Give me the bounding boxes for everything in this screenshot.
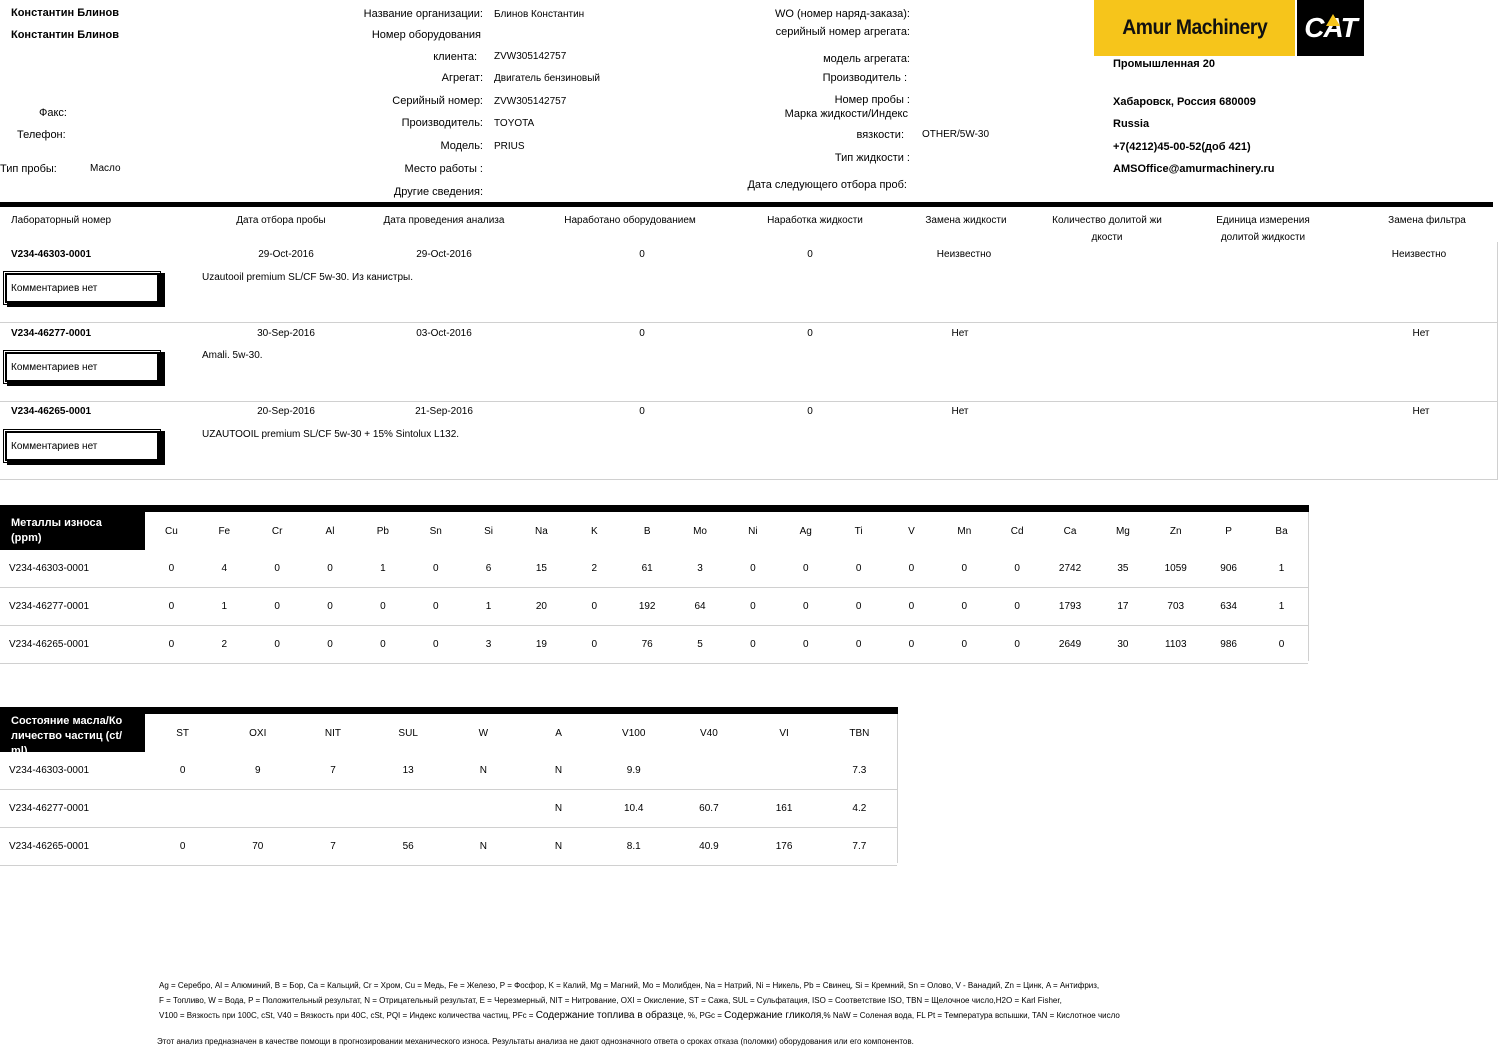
wear-metals-cell: 0 — [568, 626, 621, 664]
oil-condition-cell: N — [446, 828, 521, 866]
col-analysis-date: Дата проведения анализа — [383, 215, 505, 226]
row-divider — [0, 479, 1498, 480]
wear-metals-title-line: Металлы износа — [11, 517, 102, 529]
oil-condition-cell — [145, 790, 220, 828]
wo-label: WO (номер наряд-заказа): — [774, 8, 910, 20]
wear-metals-cell: 0 — [145, 550, 198, 588]
equip-hours: 0 — [639, 328, 645, 339]
oil-condition-header-row — [0, 714, 897, 752]
dealer-address-2: Хабаровск, Россия 680009 — [1113, 96, 1256, 108]
wear-metals-cell: 0 — [779, 588, 832, 626]
wear-metals-cell: 0 — [251, 588, 304, 626]
oil-condition-lab-no: V234-46277-0001 — [0, 790, 145, 828]
wear-metals-cell: 1059 — [1149, 550, 1202, 588]
oil-condition-col-header: TBN — [849, 727, 870, 739]
oil-condition-cell — [220, 790, 295, 828]
wear-metals-cell: 0 — [145, 626, 198, 664]
wear-metals-col-header: K — [590, 525, 598, 537]
oil-condition-cell: 176 — [747, 828, 822, 866]
dealer-address-1: Промышленная 20 — [1113, 58, 1215, 70]
wear-metals-cell: 0 — [726, 626, 779, 664]
wear-metals-cell: 0 — [726, 550, 779, 588]
wear-metals-col-header: Cr — [271, 525, 283, 537]
wear-metals-col-header: Na — [535, 525, 548, 537]
oil-condition-col-header: ST — [176, 727, 189, 739]
table-row — [0, 790, 897, 828]
equip-hours: 0 — [639, 249, 645, 260]
fluid-hours: 0 — [807, 406, 813, 417]
wear-metals-col-header: Zn — [1169, 525, 1182, 537]
wear-metals-cell: 0 — [938, 550, 991, 588]
wear-metals-cell: 0 — [356, 626, 409, 664]
cat-triangle-icon — [1326, 14, 1340, 26]
oil-condition-col-header: VI — [779, 727, 789, 739]
wear-metals-col-header: Mg — [1115, 525, 1130, 537]
dealer-email: AMSOffice@amurmachinery.ru — [1113, 163, 1275, 175]
oil-condition-cell: N — [521, 752, 596, 790]
wear-metals-cell: 0 — [885, 588, 938, 626]
wear-metals-lab-no: V234-46265-0001 — [0, 626, 145, 664]
wear-metals-cell: 1 — [356, 550, 409, 588]
wear-metals-cell: 0 — [568, 588, 621, 626]
wear-metals-cell: 0 — [938, 588, 991, 626]
wear-metals-col-header: Cd — [1010, 525, 1024, 537]
wear-metals-cell: 0 — [832, 588, 885, 626]
table-row — [0, 626, 1308, 664]
wear-metals-col-header: V — [908, 525, 915, 537]
oil-condition-cell: 0 — [145, 828, 220, 866]
sample-date: 30-Sep-2016 — [257, 328, 315, 339]
wear-metals-cell: 0 — [304, 588, 357, 626]
customer-name: Константин Блинов — [11, 7, 119, 19]
wear-metals-lab-no: V234-46277-0001 — [0, 588, 145, 626]
wear-metals-header-row — [0, 512, 1308, 550]
org-label: Название организации: — [363, 8, 483, 20]
wear-metals-col-header: B — [643, 525, 651, 537]
legend-text: , %, PGc = — [683, 1011, 725, 1020]
wear-metals-cell: 0 — [991, 626, 1044, 664]
wear-metals-cell: 703 — [1149, 588, 1202, 626]
wear-metals-cell: 2649 — [1044, 626, 1097, 664]
wear-metals-col-header: Pb — [376, 525, 389, 537]
oil-condition-cell: 7.3 — [822, 752, 897, 790]
dealer-country: Russia — [1113, 118, 1150, 130]
analysis-date: 03-Oct-2016 — [416, 328, 472, 339]
wear-metals-cell: 1793 — [1044, 588, 1097, 626]
col-filter-changed: Замена фильтра — [1388, 215, 1466, 226]
wear-metals-cell: 17 — [1096, 588, 1149, 626]
oil-condition-cell: 7.7 — [822, 828, 897, 866]
sample-note: UZAUTOOIL premium SL/CF 5w-30 + 15% Sintolux L132. — [202, 429, 460, 440]
cat-logo: CAT — [1297, 0, 1364, 56]
oil-condition-lab-no: V234-46303-0001 — [0, 752, 145, 790]
serial-label: Серийный номер: — [392, 95, 483, 107]
oil-condition-col-header: W — [478, 727, 489, 739]
col-topup-unit: Единица измерения — [1216, 215, 1310, 226]
oil-condition-title-line: личество частиц (ct/ — [11, 730, 123, 742]
model-value: PRIUS — [494, 141, 525, 152]
wear-metals-cell: 1103 — [1149, 626, 1202, 664]
client-equipment-label: Номер оборудования — [371, 29, 481, 41]
comment-box — [5, 273, 159, 303]
oil-condition-col-header: A — [555, 727, 562, 739]
unit-label: Агрегат: — [441, 72, 483, 84]
fluid-changed: Неизвестно — [936, 249, 992, 260]
wear-metals-cell: 2742 — [1044, 550, 1097, 588]
col-topup-2: дкости — [1091, 232, 1123, 243]
analysis-date: 21-Sep-2016 — [415, 406, 473, 417]
oil-condition-table — [0, 714, 897, 866]
header-divider — [0, 202, 1493, 207]
wear-metals-cell: 3 — [674, 550, 727, 588]
oil-condition-cell: 70 — [220, 828, 295, 866]
oil-condition-cell — [671, 752, 746, 790]
oil-condition-cell: 13 — [371, 752, 446, 790]
wear-metals-title — [0, 512, 145, 550]
serial-value: ZVW305142757 — [494, 96, 567, 107]
wear-metals-cell: 0 — [409, 550, 462, 588]
oil-condition-cell: 7 — [295, 752, 370, 790]
wear-metals-cell: 0 — [251, 626, 304, 664]
wear-metals-cell: 192 — [621, 588, 674, 626]
comment-box — [5, 431, 159, 461]
wear-metals-cell: 19 — [515, 626, 568, 664]
table-row — [0, 752, 897, 790]
legend-text: V100 = Вязкость при 100С, cSt, V40 = Вязкость при 40С, cSt, PQI = Индекс количества частиц, PFc = — [159, 1011, 536, 1020]
wear-metals-col-header: Ca — [1063, 525, 1077, 537]
manufacturer-value: TOYOTA — [494, 118, 535, 129]
wear-metals-col-header: Ag — [799, 525, 812, 537]
wear-metals-cell: 0 — [145, 588, 198, 626]
sample-type-value: Масло — [90, 163, 121, 174]
oil-condition-col-header: OXI — [249, 727, 267, 739]
comment-text: Комментариев нет — [11, 283, 98, 294]
wear-metals-col-header: Mo — [693, 525, 707, 537]
wear-metals-cell: 4 — [198, 550, 251, 588]
samples-right-border — [1497, 242, 1498, 480]
wear-metals-cell: 35 — [1096, 550, 1149, 588]
oil-condition-cell: N — [521, 790, 596, 828]
oil-condition-cell: 9.9 — [596, 752, 671, 790]
legend-text: Содержание топлива в образце — [535, 1010, 684, 1021]
oil-condition-col-header: V40 — [700, 727, 718, 739]
oil-condition-cell — [446, 790, 521, 828]
amur-machinery-logo: Amur Machinery — [1094, 0, 1295, 56]
legend-text: ,% NaW = Соленая вода, FL Pt = Температура вспышки, TAN = Кислотное число — [821, 1011, 1120, 1020]
comment-text: Комментариев нет — [11, 441, 98, 452]
oil-condition-cell: 8.1 — [596, 828, 671, 866]
legend-line-3 — [159, 1010, 1120, 1021]
sample-lab-no: V234-46265-0001 — [11, 406, 92, 417]
wear-metals-cell: 2 — [198, 626, 251, 664]
wear-metals-cell: 0 — [885, 626, 938, 664]
legend-text: Содержание гликоля — [724, 1010, 822, 1021]
oil-condition-cell — [747, 752, 822, 790]
fax-label: Факс: — [39, 107, 67, 119]
oil-condition-col-header: V100 — [622, 727, 646, 739]
disclaimer: Этот анализ предназначен в качестве помощи в прогнозировании механического износа. Результаты анализа не дают однозначного ответа о сроках отказа (поломки) оборудования или его компонентов. — [157, 1037, 914, 1046]
client-equipment-label-2: клиента: — [433, 51, 477, 63]
wear-metals-cell: 5 — [674, 626, 727, 664]
wear-metals-cell: 1 — [198, 588, 251, 626]
filter-changed: Неизвестно — [1391, 249, 1447, 260]
wear-metals-right-border — [1308, 512, 1309, 661]
fluid-brand-label-2: вязкости: — [856, 129, 904, 141]
oil-condition-title-line: Состояние масла/Ко — [11, 715, 123, 727]
wear-metals-cell: 634 — [1202, 588, 1255, 626]
table-row — [0, 588, 1308, 626]
sample-note: Amali. 5w-30. — [202, 350, 263, 361]
wear-metals-cell: 0 — [409, 626, 462, 664]
oil-condition-cell: 10.4 — [596, 790, 671, 828]
oil-condition-col-header: NIT — [324, 727, 342, 739]
next-sample-label: Дата следующего отбора проб: — [747, 179, 907, 191]
wear-metals-col-header: P — [1225, 525, 1232, 537]
sample-date: 29-Oct-2016 — [258, 249, 314, 260]
oil-condition-col-header: SUL — [398, 727, 418, 739]
fluid-changed: Нет — [951, 406, 969, 417]
wear-metals-cell: 2 — [568, 550, 621, 588]
unit-model-label: модель агрегата: — [823, 53, 910, 65]
comment-text: Комментариев нет — [11, 362, 98, 373]
table-row — [0, 828, 897, 866]
wear-metals-col-header: Sn — [429, 525, 442, 537]
oil-condition-cell: 0 — [145, 752, 220, 790]
fluid-brand-label: Марка жидкости/Индекс — [784, 108, 908, 120]
legend-line-2: F = Топливо, W = Вода, P = Положительный результат, N = Отрицательный результат, E = Черезмерный, NIT = Нитрование, OXI = Окисление, ST = Сажа, SUL = Сульфатация, ISO = Соответствие ISO, TBN = Щелочное число,H2O = Karl Fisher, — [159, 996, 1062, 1005]
wear-metals-cell: 0 — [304, 626, 357, 664]
wear-metals-cell: 0 — [251, 550, 304, 588]
manufacturer-label: Производитель: — [401, 117, 483, 129]
wear-metals-cell: 3 — [462, 626, 515, 664]
client-equipment-value: ZVW305142757 — [494, 51, 567, 62]
equip-hours: 0 — [639, 406, 645, 417]
oil-condition-cell: 4.2 — [822, 790, 897, 828]
row-divider — [0, 401, 1498, 402]
col-sample-date: Дата отбора пробы — [236, 215, 326, 226]
wear-metals-cell: 0 — [304, 550, 357, 588]
wear-metals-cell: 6 — [462, 550, 515, 588]
wear-metals-cell: 0 — [832, 550, 885, 588]
wear-metals-col-header: Ba — [1275, 525, 1288, 537]
sample-lab-no: V234-46277-0001 — [11, 328, 92, 339]
oil-condition-cell: 9 — [220, 752, 295, 790]
wear-metals-col-header: Ti — [854, 525, 863, 537]
col-topup-unit-2: долитой жидкости — [1220, 232, 1306, 243]
wear-metals-cell: 906 — [1202, 550, 1255, 588]
phone-label: Телефон: — [17, 129, 66, 141]
oil-condition-title-line: ml) — [11, 745, 28, 757]
wear-metals-cell: 0 — [991, 550, 1044, 588]
col-equip-hours: Наработано оборудованием — [564, 215, 696, 226]
wear-metals-col-header: Fe — [218, 525, 231, 537]
wear-metals-cell: 20 — [515, 588, 568, 626]
wear-metals-cell: 0 — [938, 626, 991, 664]
comment-box — [5, 352, 159, 382]
customer-contact: Константин Блинов — [11, 29, 119, 41]
fluid-hours: 0 — [807, 328, 813, 339]
wear-metals-lab-no: V234-46303-0001 — [0, 550, 145, 588]
wear-metals-cell: 0 — [409, 588, 462, 626]
filter-changed: Нет — [1412, 406, 1430, 417]
worksite-label: Место работы : — [404, 163, 483, 175]
oil-condition-cell: 60.7 — [671, 790, 746, 828]
wear-metals-cell: 0 — [726, 588, 779, 626]
oil-condition-cell: 161 — [747, 790, 822, 828]
wear-metals-table — [0, 512, 1308, 664]
sample-date: 20-Sep-2016 — [257, 406, 315, 417]
wear-metals-cell: 15 — [515, 550, 568, 588]
analysis-date: 29-Oct-2016 — [416, 249, 472, 260]
wear-metals-cell: 0 — [779, 626, 832, 664]
wear-metals-cell: 0 — [832, 626, 885, 664]
row-divider — [0, 322, 1498, 323]
sample-lab-no: V234-46303-0001 — [11, 249, 92, 260]
wear-metals-top-bar — [0, 505, 1309, 512]
other-info-label: Другие сведения: — [393, 186, 483, 198]
wear-metals-cell: 1 — [462, 588, 515, 626]
wear-metals-cell: 30 — [1096, 626, 1149, 664]
oil-condition-cell: 40.9 — [671, 828, 746, 866]
wear-metals-col-header: Ni — [748, 525, 758, 537]
wear-metals-cell: 986 — [1202, 626, 1255, 664]
wear-metals-col-header: Al — [325, 525, 335, 537]
filter-changed: Нет — [1412, 328, 1430, 339]
sample-type-label: Тип пробы: — [0, 163, 57, 175]
col-fluid-changed: Замена жидкости — [925, 215, 1007, 226]
oil-condition-right-border — [897, 714, 898, 863]
oil-condition-cell: N — [446, 752, 521, 790]
oil-condition-cell: N — [521, 828, 596, 866]
wear-metals-cell: 1 — [1255, 550, 1308, 588]
fluid-hours: 0 — [807, 249, 813, 260]
oil-condition-top-bar — [0, 707, 898, 714]
wear-metals-cell: 76 — [621, 626, 674, 664]
col-lab-no: Лабораторный номер — [11, 215, 112, 226]
col-fluid-hours: Наработка жидкости — [767, 215, 863, 226]
wear-metals-cell: 1 — [1255, 588, 1308, 626]
order-manufacturer-label: Производитель : — [822, 72, 907, 84]
dealer-logo — [1094, 0, 1364, 56]
fluid-changed: Нет — [951, 328, 969, 339]
wear-metals-cell: 0 — [356, 588, 409, 626]
unit-value: Двигатель бензиновый — [494, 73, 601, 84]
fluid-type-label: Тип жидкости : — [834, 152, 910, 164]
unit-serial-label: серийный номер агрегата: — [775, 26, 910, 38]
sample-note: Uzautooil premium SL/CF 5w-30. Из канистры. — [202, 272, 413, 283]
wear-metals-col-header: Mn — [957, 525, 972, 537]
oil-condition-cell: 7 — [295, 828, 370, 866]
wear-metals-cell: 0 — [1255, 626, 1308, 664]
oil-condition-title — [0, 714, 145, 757]
wear-metals-cell: 61 — [621, 550, 674, 588]
table-row — [0, 550, 1308, 588]
oil-condition-lab-no: V234-46265-0001 — [0, 828, 145, 866]
oil-condition-cell — [371, 790, 446, 828]
sample-no-label: Номер пробы : — [834, 94, 910, 106]
dealer-phone: +7(4212)45-00-52(доб 421) — [1113, 141, 1251, 153]
wear-metals-cell: 64 — [674, 588, 727, 626]
col-topup: Количество долитой жи — [1052, 215, 1162, 226]
wear-metals-cell: 0 — [779, 550, 832, 588]
wear-metals-col-header: Si — [484, 525, 494, 537]
wear-metals-cell: 0 — [991, 588, 1044, 626]
oil-condition-cell: 56 — [371, 828, 446, 866]
legend-line-1: Ag = Серебро, Al = Алюминий, B = Бор, Ca = Кальций, Cr = Хром, Cu = Медь, Fe = Железо, P = Фосфор, K = Калий, Mg = Магний, Mo = Молибден, Na = Натрий, Ni = Никель, Pb = Свинец, Si = Кремний, Sn = Олово, V - Ванадий, Zn = Цинк, A = Антифриз, — [159, 981, 1100, 990]
wear-metals-title-line: (ppm) — [11, 532, 42, 544]
wear-metals-cell: 0 — [885, 550, 938, 588]
wear-metals-col-header: Cu — [165, 525, 178, 537]
oil-condition-cell — [295, 790, 370, 828]
fluid-brand-value: OTHER/5W-30 — [922, 129, 990, 140]
org-value: Блинов Константин — [494, 9, 585, 20]
model-label: Модель: — [440, 140, 483, 152]
